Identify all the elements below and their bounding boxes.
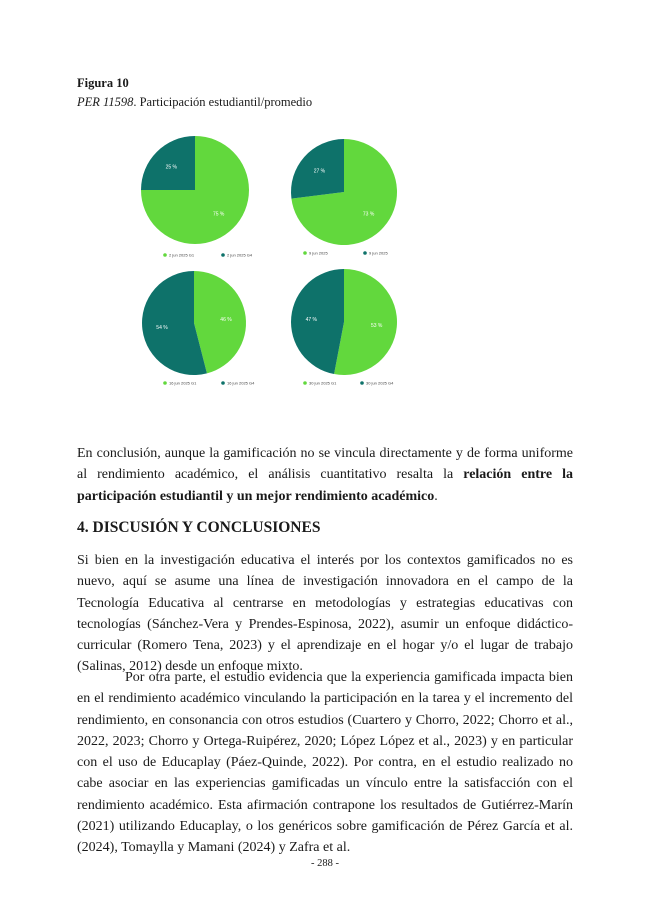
figure-label: Figura 10	[77, 76, 129, 90]
pie-chart-2	[291, 139, 397, 255]
pie-slice-label: 53 %	[370, 323, 383, 330]
pie-slice-label: 25 %	[165, 164, 178, 171]
pie-slice-label: 75 %	[212, 211, 225, 218]
pie-chart-3	[142, 271, 255, 385]
conclusion-end: .	[434, 488, 438, 504]
conclusion-paragraph	[77, 443, 573, 507]
section-heading: 4. DISCUSIÓN Y CONCLUSIONES	[77, 519, 321, 536]
discussion-paragraph-2: Por otra parte, el estudio evidencia que la experiencia gamificada impacta bien en el rendimiento académico vinculando la participación en la tarea y el incremento del rendimiento, en consonancia con otros estudios (Cuartero y Chorro, 2022; Chorro et al., 2022, 2023; Chorro y Ortega-Ruipérez, 2020; López López et al., 2023) y en particular con el uso de Educaplay (Páez-Quinde, 2022). Por contra, en el estudio realizado no cabe asociar en las experiencias gamificadas un vínculo entre la satisfacción con el rendimiento académico. Esta afirmación contrapone los resultados de Gutiérrez-Marín (2021) utilizando Educaplay, o los genéricos sobre gamificación de Pérez García et al. (2024), Tomaylla y Mamani (2024) y Zafra et al.	[77, 670, 573, 856]
legend-swatch	[303, 251, 307, 255]
legend-label: 2 jun 2025 G1	[169, 252, 195, 258]
legend-swatch	[303, 381, 307, 385]
pie-slice	[141, 136, 195, 190]
legend-swatch	[363, 251, 367, 255]
discussion-paragraph-1: Si bien en la investigación educativa el interés por los contextos gamificados no es nuevo, aquí se asume una línea de investigación innovadora en el campo de la Tecnología Educativa al centrarse en metodologías y estrategias educativas con tecnologías (Sánchez-Vera y Prendes-Espinosa, 2022), asumir un enfoque didáctico-curricular (Romero Tena, 2023) y el aprendizaje en el hogar y/o el lugar de trabajo (Salinas, 2012) desde un enfoque mixto.	[77, 553, 573, 675]
legend-label: 2 jun 2025 G4	[227, 252, 253, 258]
legend-swatch	[221, 381, 225, 385]
figure-caption-text: . Participación estudiantil/promedio	[133, 95, 313, 109]
pie-charts-figure	[0, 0, 650, 420]
pie-slice-label: 54 %	[156, 325, 168, 331]
conclusion-text: En conclusión, aunque la gamificación no se vincula directamente y de forma uniforme al rendimiento académico, el análisis cuantitativo resalta la	[77, 446, 573, 483]
conclusion-bold: relación entre la participación estudiantil y un mejor rendimiento académico	[77, 467, 573, 504]
pie-slice-label: 47 %	[305, 316, 318, 323]
figure-caption-code: PER 11598	[77, 95, 134, 109]
pie-slice-label: 73 %	[362, 211, 375, 218]
pie-slice-label: 27 %	[313, 168, 326, 175]
legend-swatch	[163, 253, 167, 257]
legend-label: 9 jun 2025	[369, 250, 388, 256]
pie-chart-4	[291, 269, 397, 385]
pie-chart-1	[141, 136, 253, 257]
pie-slice	[291, 269, 344, 374]
legend-label: 30 jun 2025 G1	[309, 380, 337, 386]
legend-swatch	[360, 381, 364, 385]
legend-swatch	[163, 381, 167, 385]
legend-label: 30 jun 2025 G4	[366, 380, 394, 386]
legend-swatch	[221, 253, 225, 257]
pie-slice-label: 46 %	[220, 317, 232, 323]
legend-label: 9 jun 2025	[309, 250, 328, 256]
legend-label: 16 jun 2025 G4	[227, 380, 255, 386]
legend-label: 16 jun 2025 G1	[169, 380, 197, 386]
page-number: - 288 -	[311, 858, 339, 869]
